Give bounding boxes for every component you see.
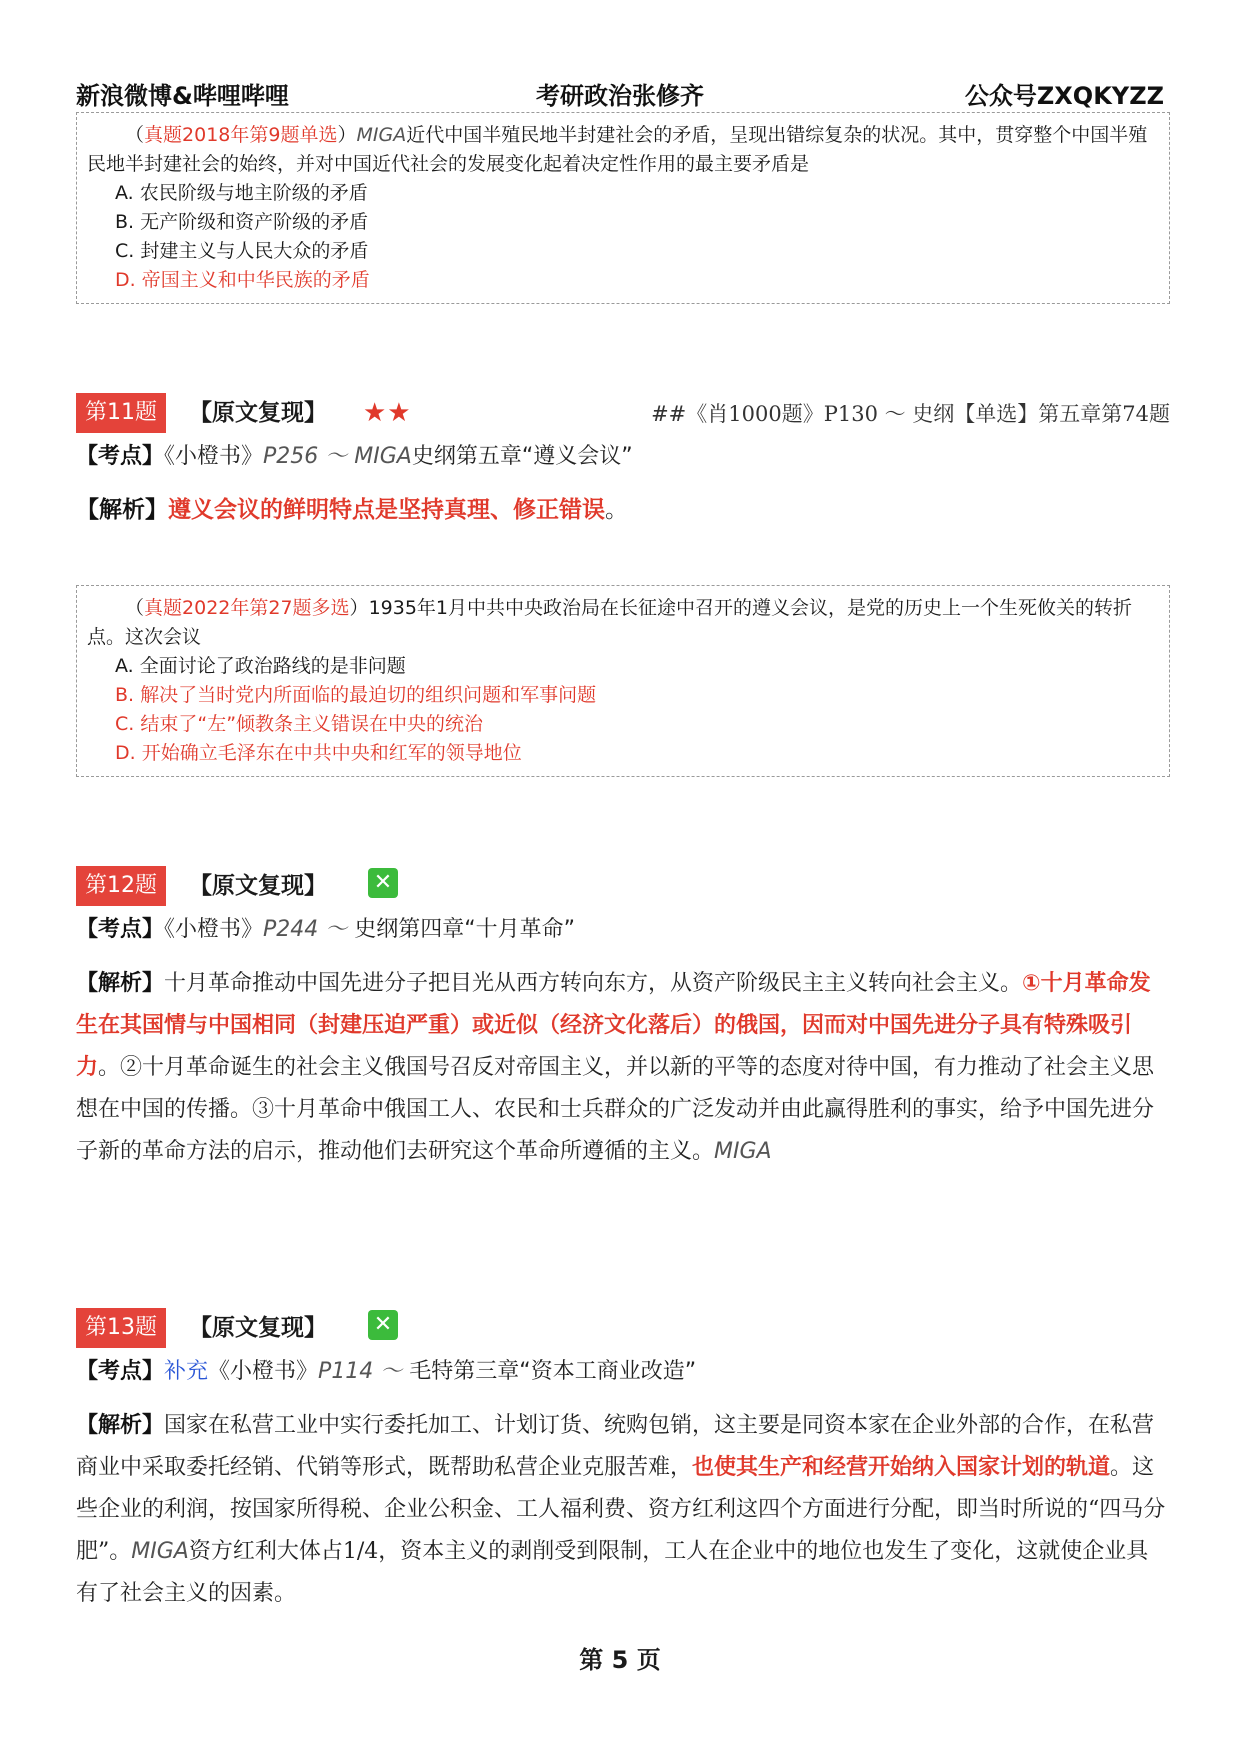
question-source: 真题2018年第9题单选 (144, 124, 338, 146)
option-a: A. 农民阶级与地主阶级的矛盾 (115, 182, 368, 204)
cross-mark-icon: ✕ (368, 1310, 398, 1340)
question-stem: （真题2018年第9题单选）MIGA近代中国半殖民地半封建社会的矛盾，呈现出错综复杂的状况。其中，贯穿整个中国半殖民地半封建社会的始终，并对中国近代社会的发展变化起着决定性作用的最主要矛盾是 (87, 124, 1148, 175)
cross-mark-icon: ✕ (368, 868, 398, 898)
question-stem: （真题2022年第27题多选）1935年1月中共中央政治局在长征途中召开的遵义会议，是党的历史上一个生死攸关的转折点。这次会议 (87, 597, 1133, 648)
option-b-answer: B. 解决了当时党内所面临的最迫切的组织问题和军事问题 (115, 684, 597, 706)
q13-original-label: 【原文复现】 (189, 1315, 327, 1341)
option-b: B. 无产阶级和资产阶级的矛盾 (115, 211, 369, 233)
option-d-answer: D. 帝国主义和中华民族的矛盾 (115, 269, 370, 291)
header-right: 公众号ZXQKYZZ (964, 82, 1164, 110)
option-a: A. 全面讨论了政治路线的是非问题 (115, 655, 406, 677)
q11-original-label: 【原文复现】 (189, 400, 327, 426)
header-center: 考研政治张修齐 (536, 82, 704, 110)
q12-original-label: 【原文复现】 (189, 873, 327, 899)
q12-key-point: 【考点】《小橙书》P244 ～ 史纲第四章“十月革命” (76, 917, 576, 942)
q13-analysis: 【解析】国家在私营工业中实行委托加工、计划订货、统购包销，这主要是同资本家在企业外部的合作，在私营商业中采取委托经销、代销等形式，既帮助私营企业克服苦难，也使其生产和经营开始纳入国家计划的轨道。这些企业的利润，按国家所得税、企业公积金、工人福利费、资方红利这四个方面进行分配，即当时所说的“四马分肥”。MIGA资方红利大体占1/4，资本主义的剥削受到限制，工人在企业中的地位也发生了变化，这就使企业具有了社会主义的因素。 (76, 1413, 1166, 1606)
q12-analysis: 【解析】十月革命推动中国先进分子把目光从西方转向东方，从资产阶级民主主义转向社会主义。①十月革命发生在其国情与中国相同（封建压迫严重）或近似（经济文化落后）的俄国，因而对中国先进分子具有特殊吸引力。②十月革命诞生的社会主义俄国号召反对帝国主义，并以新的平等的态度对待中国，有力推动了社会主义思想在中国的传播。③十月革命中俄国工人、农民和士兵群众的广泛发动并由此赢得胜利的事实，给予中国先进分子新的革命方法的启示，推动他们去研究这个革命所遵循的主义。MIGA (76, 971, 1155, 1164)
q13-key-point: 【考点】补充《小橙书》P114 ～ 毛特第三章“资本工商业改造” (76, 1359, 697, 1384)
star-rating-icon: ★★ (363, 398, 412, 428)
q11-title-row (76, 393, 1170, 433)
q11-key-point: 【考点】《小橙书》P256 ～ MIGA史纲第五章“遵义会议” (76, 444, 633, 469)
header-left: 新浪微博&哔哩哔哩 (76, 82, 289, 110)
q11-reference: ##《肖1000题》P130 ～ 史纲【单选】第五章第74题 (651, 402, 1170, 426)
q12-tag: 第12题 (76, 866, 166, 906)
question-source: 真题2022年第27题多选 (144, 597, 350, 619)
q11-tag: 第11题 (76, 393, 166, 433)
option-d-answer: D. 开始确立毛泽东在中共中央和红军的领导地位 (115, 742, 522, 764)
page-number: 第 5 页 (579, 1646, 661, 1674)
q11-analysis: 【解析】遵义会议的鲜明特点是坚持真理、修正错误。 (76, 497, 628, 523)
option-c-answer: C. 结束了“左”倾教条主义错误在中央的统治 (115, 713, 484, 735)
question-box-2018 (76, 112, 1170, 304)
question-box-2022 (76, 585, 1170, 777)
q12-title-row (76, 866, 1170, 906)
q13-tag: 第13题 (76, 1308, 166, 1348)
q13-title-row (76, 1308, 1170, 1348)
miga-mark: MIGA (356, 124, 407, 146)
option-c: C. 封建主义与人民大众的矛盾 (115, 240, 369, 262)
